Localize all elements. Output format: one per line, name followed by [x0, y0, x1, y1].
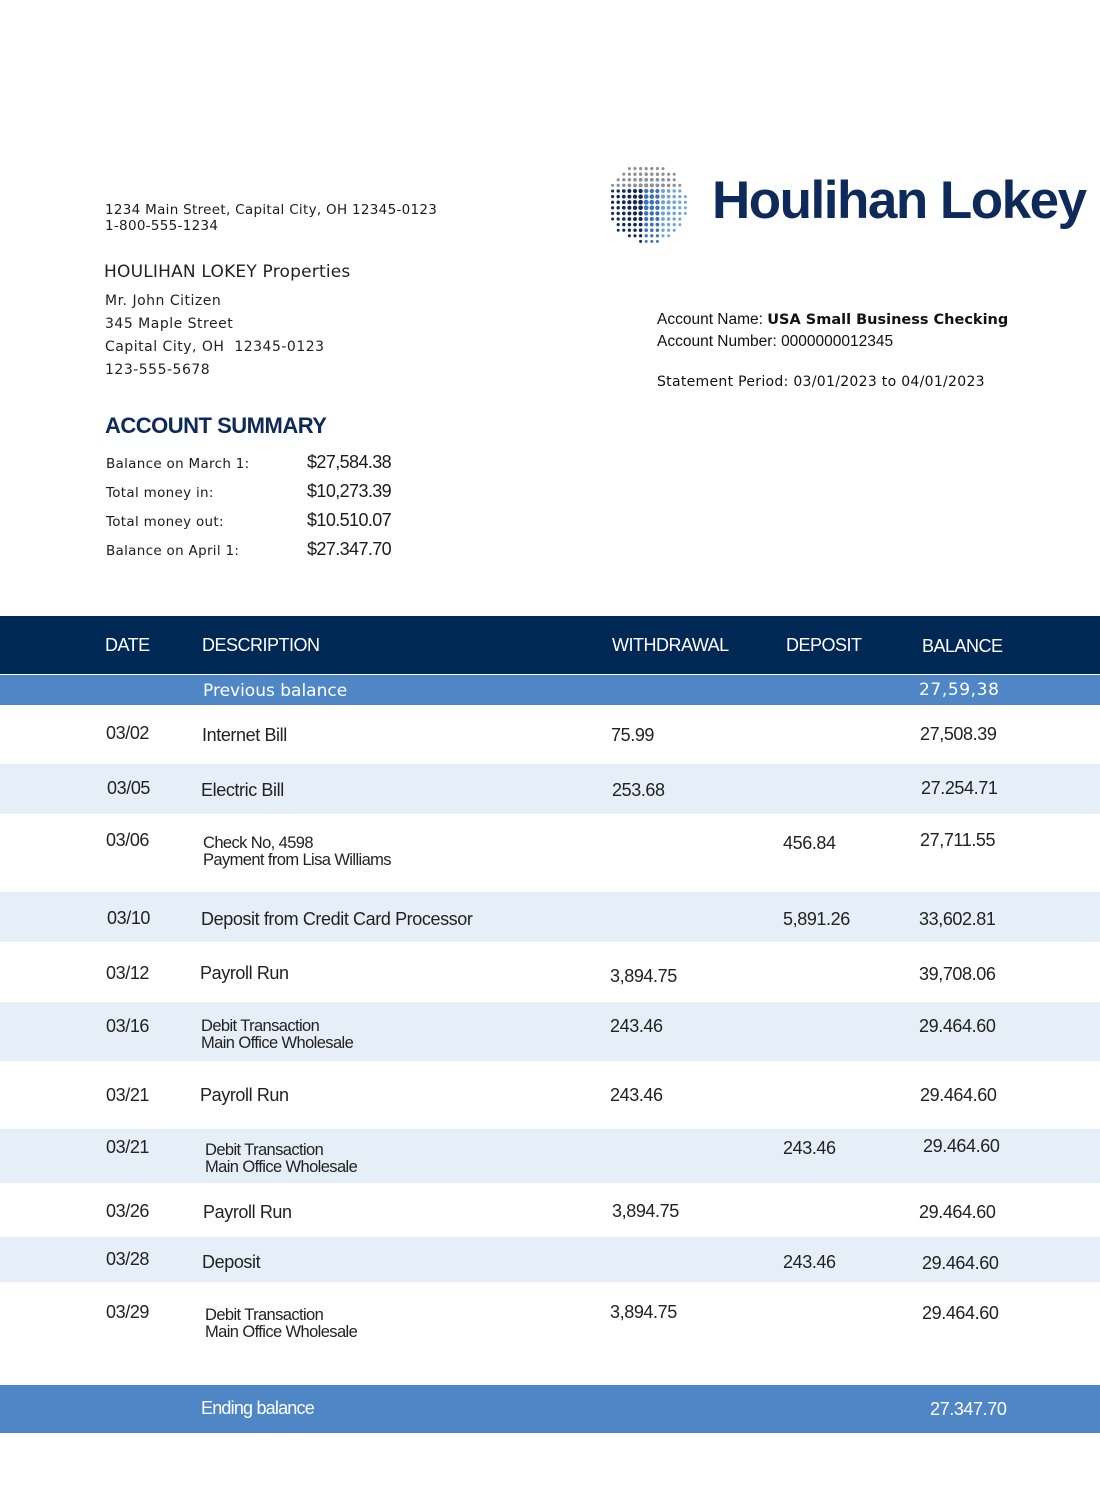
- customer-name: Mr. John Citizen: [105, 293, 222, 309]
- row-withdrawal: 3,894.75: [612, 1201, 679, 1221]
- summary-row: [106, 450, 436, 479]
- column-header-deposit: DEPOSIT: [786, 635, 862, 655]
- column-header-date: DATE: [105, 635, 150, 655]
- summary-label: Total money out:: [106, 514, 224, 530]
- summary-value: $27.347.70: [307, 539, 392, 559]
- row-balance: 29.464.60: [922, 1303, 999, 1323]
- table-row: [0, 942, 1100, 1002]
- row-balance: 27.254.71: [921, 778, 998, 798]
- account-name-value: USA Small Business Checking: [767, 312, 1009, 328]
- table-row: [0, 1282, 1100, 1385]
- row-balance: 33,602.81: [919, 909, 996, 929]
- row-date: 03/05: [107, 778, 151, 798]
- bank-address-block: [105, 202, 437, 234]
- row-description: [205, 1142, 357, 1176]
- account-number-label: Account Number:: [657, 333, 777, 350]
- row-date: 03/26: [106, 1201, 150, 1221]
- table-row: [0, 1237, 1100, 1282]
- row-description: Internet Bill: [202, 725, 287, 745]
- summary-value: $10.510.07: [307, 510, 392, 530]
- column-header-balance: BALANCE: [922, 636, 1003, 656]
- row-date: 03/12: [106, 963, 150, 983]
- table-row: [0, 705, 1100, 764]
- previous-balance-value: 27,59,38: [919, 680, 1000, 700]
- row-balance: 29.464.60: [919, 1202, 996, 1222]
- account-name-label: Account Name:: [657, 311, 763, 328]
- row-deposit: 243.46: [783, 1138, 836, 1158]
- customer-address-block: [105, 290, 325, 382]
- summary-label: Balance on April 1:: [106, 543, 240, 559]
- row-withdrawal: 3,894.75: [610, 966, 677, 986]
- ending-balance-label: Ending balance: [201, 1398, 314, 1418]
- row-date: 03/29: [106, 1302, 150, 1322]
- row-balance: 29.464.60: [920, 1085, 997, 1105]
- row-description: [203, 835, 391, 869]
- row-description: Deposit from Credit Card Processor: [201, 909, 473, 929]
- row-description: Electric Bill: [201, 780, 284, 800]
- statement-period: Statement Period: 03/01/2023 to 04/01/2023: [657, 374, 985, 390]
- account-name-line: [657, 309, 1008, 331]
- column-header-description: DESCRIPTION: [202, 635, 320, 655]
- summary-label: Balance on March 1:: [106, 456, 250, 472]
- summary-row: [106, 508, 436, 537]
- column-header-withdrawal: WITHDRAWAL: [612, 635, 729, 655]
- row-withdrawal: 3,894.75: [610, 1302, 677, 1322]
- summary-value: $27,584.38: [307, 452, 392, 472]
- row-date: 03/21: [106, 1085, 150, 1105]
- row-date: 03/21: [106, 1137, 150, 1157]
- ending-balance-value: 27.347.70: [930, 1399, 1007, 1419]
- row-description: Payroll Run: [200, 1085, 289, 1105]
- row-description: Deposit: [202, 1252, 261, 1272]
- row-withdrawal: 243.46: [610, 1016, 663, 1036]
- row-date: 03/02: [106, 723, 150, 743]
- table-row: [0, 892, 1100, 942]
- transactions-table-header: [0, 616, 1100, 674]
- customer-street: 345 Maple Street: [105, 316, 234, 332]
- row-balance: 29.464.60: [922, 1253, 999, 1273]
- row-balance: 29.464.60: [923, 1136, 1000, 1156]
- bank-address: 1234 Main Street, Capital City, OH 12345-0123: [105, 202, 438, 218]
- row-deposit: 5,891.26: [783, 909, 850, 929]
- row-description-line1: Debit Transaction: [201, 1017, 320, 1035]
- row-description: [201, 1018, 353, 1052]
- row-withdrawal: 75.99: [611, 725, 655, 745]
- table-row: [0, 764, 1100, 814]
- row-description: [205, 1307, 357, 1341]
- row-description: Payroll Run: [200, 963, 289, 983]
- summary-value: $10,273.39: [307, 481, 392, 501]
- table-row: [0, 1129, 1100, 1183]
- table-row: [0, 1002, 1100, 1061]
- row-balance: 27,711.55: [920, 830, 996, 850]
- row-withdrawal: 243.46: [610, 1085, 663, 1105]
- row-date: 03/06: [106, 830, 150, 850]
- summary-label: Total money in:: [106, 485, 214, 501]
- row-withdrawal: 253.68: [612, 780, 665, 800]
- row-deposit: 243.46: [783, 1252, 836, 1272]
- previous-balance-label: Previous balance: [203, 681, 348, 701]
- row-description: Payroll Run: [203, 1202, 292, 1222]
- row-date: 03/16: [106, 1016, 150, 1036]
- table-row: [0, 814, 1100, 892]
- bank-logo-text: Houlihan Lokey: [712, 171, 1086, 230]
- row-description-line1: Debit Transaction: [205, 1306, 324, 1324]
- summary-row: [106, 479, 436, 508]
- row-balance: 39,708.06: [919, 964, 996, 984]
- ending-balance-row: [0, 1385, 1100, 1433]
- summary-row: [106, 537, 436, 566]
- row-deposit: 456.84: [783, 833, 836, 853]
- bank-phone: 1-800-555-1234: [105, 218, 219, 234]
- previous-balance-row: [0, 675, 1100, 705]
- account-number-value: 0000000012345: [781, 333, 894, 350]
- row-date: 03/28: [106, 1249, 150, 1269]
- row-description-line2: Payment from Lisa Williams: [203, 851, 391, 869]
- row-description-line2: Main Office Wholesale: [205, 1158, 358, 1176]
- account-info: [657, 309, 1008, 352]
- customer-phone: 123-555-5678: [105, 362, 211, 378]
- table-row: [0, 1183, 1100, 1237]
- customer-company: HOULIHAN LOKEY Properties: [104, 262, 351, 282]
- row-description-line2: Main Office Wholesale: [201, 1034, 354, 1052]
- globe-logo-icon: [604, 160, 690, 246]
- account-summary-title: ACCOUNT SUMMARY: [105, 413, 327, 438]
- account-number-line: [657, 331, 1008, 352]
- table-row: [0, 1061, 1100, 1129]
- row-description-line2: Main Office Wholesale: [205, 1323, 358, 1341]
- customer-city: Capital City, OH 12345-0123: [105, 339, 325, 355]
- row-balance: 29.464.60: [919, 1016, 996, 1036]
- row-balance: 27,508.39: [920, 724, 997, 744]
- row-date: 03/10: [107, 908, 151, 928]
- row-description-line1: Check No, 4598: [203, 834, 313, 852]
- row-description-line1: Debit Transaction: [205, 1141, 324, 1159]
